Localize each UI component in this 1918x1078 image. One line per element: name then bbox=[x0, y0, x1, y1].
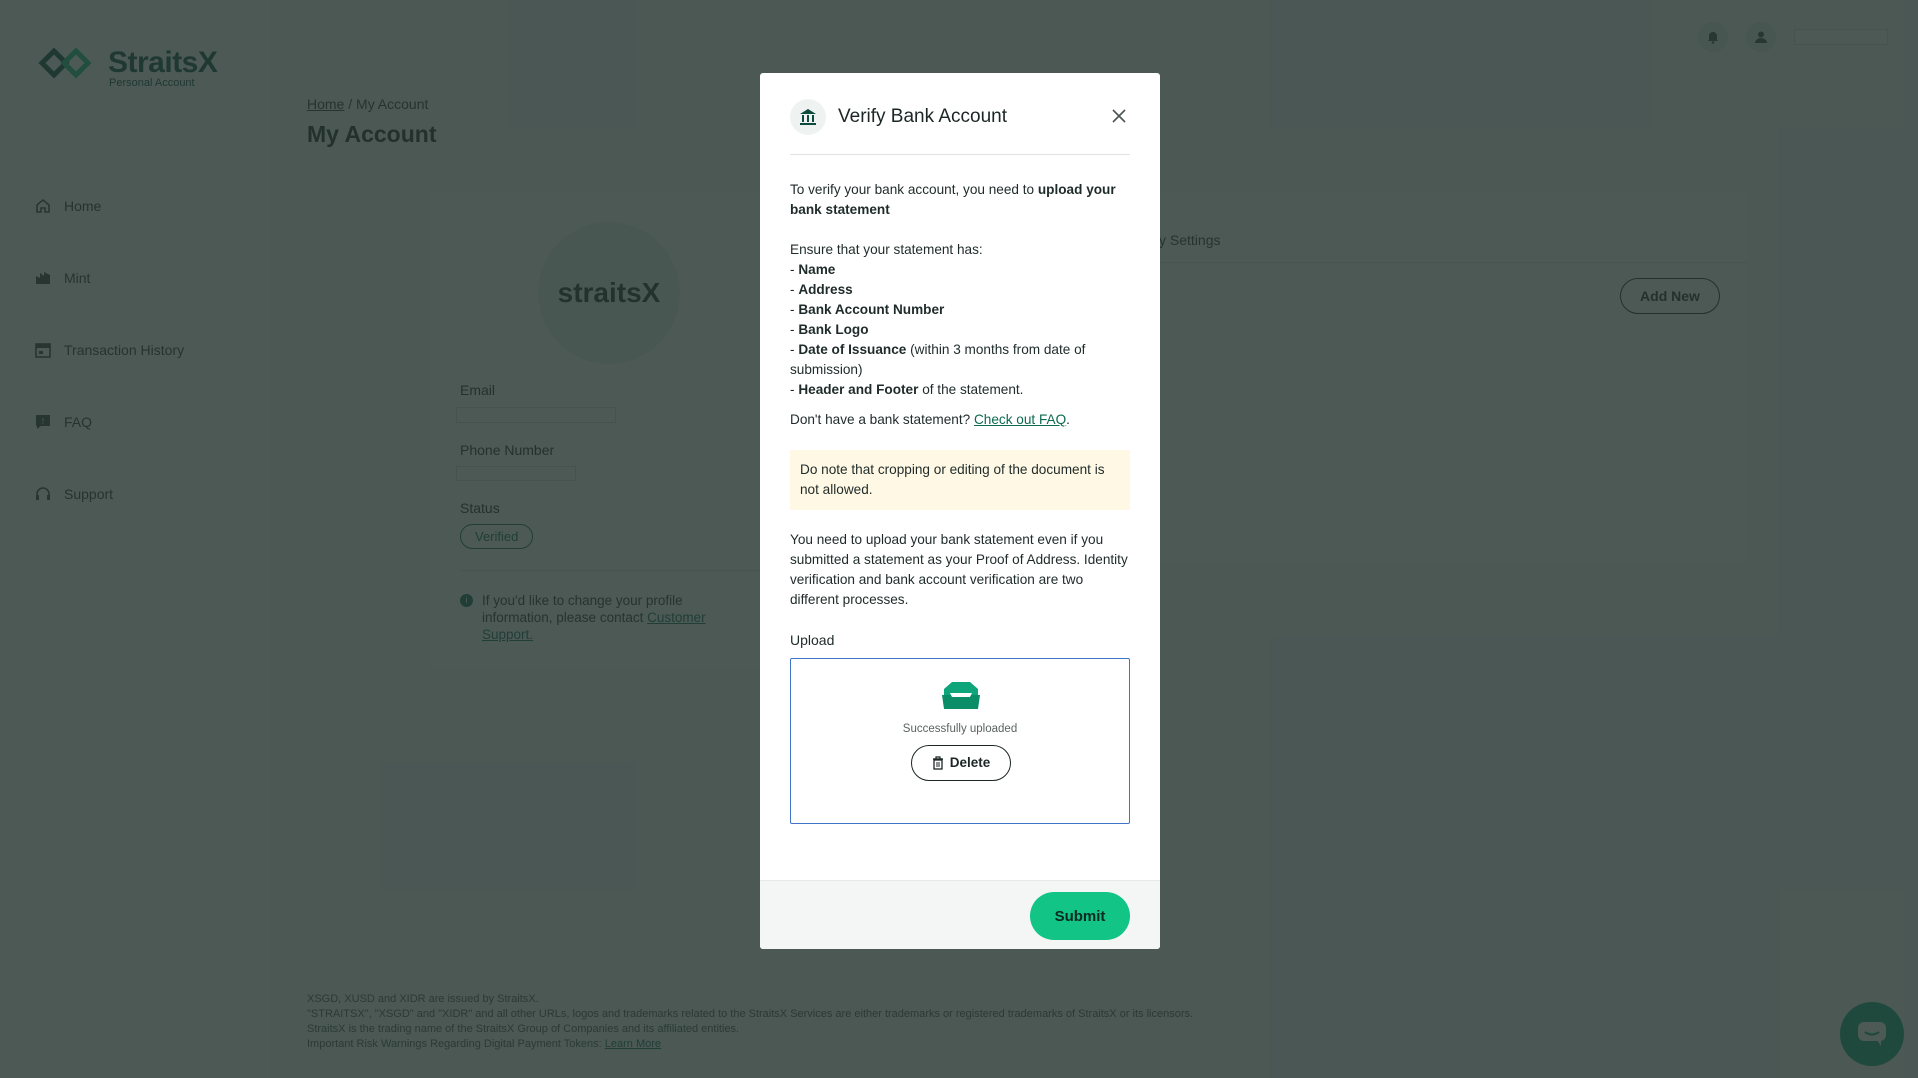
warning-notice: Do note that cropping or editing of the document is not allowed. bbox=[790, 450, 1130, 510]
trash-icon bbox=[932, 756, 944, 770]
list-item bbox=[790, 320, 1130, 340]
intro-text bbox=[790, 180, 1130, 220]
submit-button[interactable]: Submit bbox=[1030, 892, 1130, 940]
requirements-list bbox=[790, 240, 1130, 400]
list-item bbox=[790, 300, 1130, 320]
bank-icon bbox=[790, 99, 826, 135]
list-dash: - bbox=[790, 302, 799, 317]
uploaded-file-icon bbox=[938, 681, 984, 711]
delete-button[interactable] bbox=[911, 745, 1011, 781]
delete-label: Delete bbox=[949, 755, 991, 770]
req-date-of-issuance: Date of Issuance bbox=[798, 342, 907, 357]
requirements-heading: Ensure that your statement has: bbox=[790, 242, 983, 257]
list-item bbox=[790, 380, 1130, 400]
list-item bbox=[790, 280, 1130, 300]
modal-footer bbox=[760, 880, 1160, 949]
req-date-note: (within 3 months from date of submission) bbox=[790, 342, 1086, 377]
faq-period: . bbox=[1066, 412, 1070, 427]
list-item bbox=[790, 340, 1130, 380]
faq-line bbox=[790, 410, 1130, 430]
list-dash: - bbox=[790, 322, 799, 337]
list-item bbox=[790, 260, 1130, 280]
list-dash: - bbox=[790, 262, 799, 277]
modal-title: Verify Bank Account bbox=[838, 106, 1007, 127]
req-address: Address bbox=[798, 282, 853, 297]
req-account-number: Bank Account Number bbox=[798, 302, 945, 317]
upload-dropzone[interactable] bbox=[790, 658, 1130, 824]
list-dash: - bbox=[790, 382, 799, 397]
intro-text-plain: To verify your bank account, you need to bbox=[790, 182, 1038, 197]
req-bank-logo: Bank Logo bbox=[798, 322, 869, 337]
faq-text: Don't have a bank statement? bbox=[790, 412, 974, 427]
intro-text-bold: upload your bank statement bbox=[790, 182, 1116, 217]
req-header-footer: Header and Footer bbox=[798, 382, 919, 397]
upload-label: Upload bbox=[790, 632, 835, 648]
proof-of-address-note: You need to upload your bank statement even if you submitted a statement as your Proof of Address. Identity verification and bank account verification are two different processes. bbox=[790, 532, 1128, 607]
req-header-note: of the statement. bbox=[918, 382, 1024, 397]
verify-bank-account-modal bbox=[760, 73, 1160, 949]
list-dash: - bbox=[790, 342, 799, 357]
close-button[interactable] bbox=[1108, 105, 1130, 127]
modal-header bbox=[790, 99, 1130, 155]
close-icon bbox=[1112, 109, 1126, 123]
modal-body bbox=[790, 180, 1130, 824]
req-name: Name bbox=[798, 262, 836, 277]
check-out-faq-link[interactable]: Check out FAQ bbox=[973, 412, 1067, 427]
upload-status-text: Successfully uploaded bbox=[902, 723, 1018, 735]
list-dash: - bbox=[790, 282, 799, 297]
